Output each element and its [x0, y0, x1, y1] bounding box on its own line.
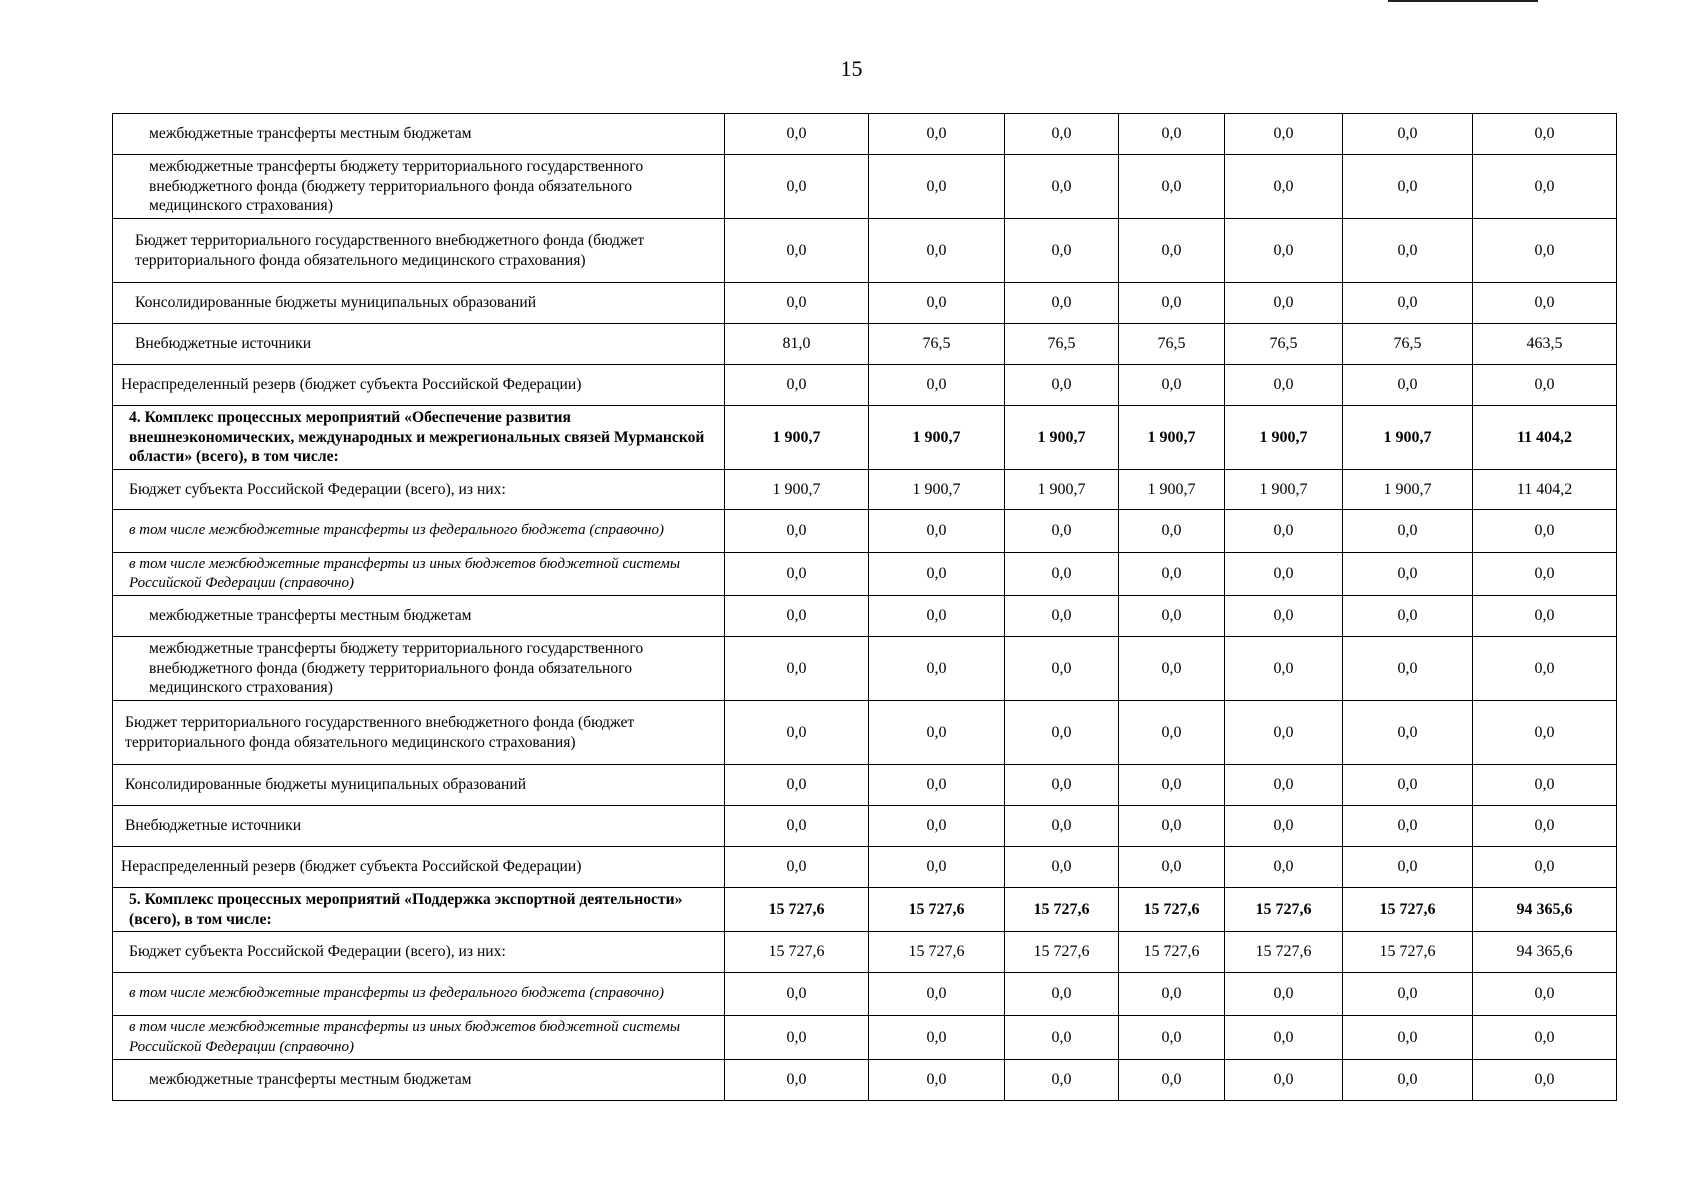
row-value: 0,0 [1225, 283, 1343, 324]
row-value: 1 900,7 [1343, 470, 1473, 510]
row-value: 15 727,6 [1005, 932, 1119, 973]
row-value: 0,0 [869, 510, 1005, 553]
row-value: 1 900,7 [1005, 406, 1119, 470]
page-number: 15 [840, 56, 863, 81]
row-value: 0,0 [1119, 155, 1225, 219]
row-value: 0,0 [1343, 510, 1473, 553]
row-value: 0,0 [1225, 847, 1343, 888]
row-value: 0,0 [1473, 155, 1617, 219]
row-value: 0,0 [725, 114, 869, 155]
row-value: 0,0 [1473, 847, 1617, 888]
row-value: 0,0 [1343, 114, 1473, 155]
row-value: 0,0 [1473, 283, 1617, 324]
row-label: Бюджет субъекта Российской Федерации (всего), из них: [113, 470, 725, 510]
row-value: 0,0 [869, 553, 1005, 596]
row-value: 76,5 [1225, 324, 1343, 365]
row-value: 0,0 [725, 973, 869, 1016]
row-label: 5. Комплекс процессных мероприятий «Поддержка экспортной деятельности» (всего), в том числе: [113, 888, 725, 932]
row-value: 1 900,7 [1005, 470, 1119, 510]
row-value: 0,0 [1473, 553, 1617, 596]
row-label: межбюджетные трансферты местным бюджетам [113, 114, 725, 155]
row-value: 0,0 [1343, 637, 1473, 701]
row-value: 0,0 [1343, 1016, 1473, 1060]
row-value: 0,0 [869, 1060, 1005, 1101]
table-body [113, 114, 1617, 1101]
row-value: 0,0 [1473, 596, 1617, 637]
row-value: 0,0 [1225, 765, 1343, 806]
row-value: 0,0 [1119, 701, 1225, 765]
row-value: 463,5 [1473, 324, 1617, 365]
row-label: 4. Комплекс процессных мероприятий «Обеспечение развития внешнеэкономических, международных и межрегиональных связей Мурманской области» (всего), в том числе: [113, 406, 725, 470]
row-value: 15 727,6 [1343, 888, 1473, 932]
row-value: 0,0 [725, 510, 869, 553]
row-value: 0,0 [725, 596, 869, 637]
row-value: 0,0 [1473, 701, 1617, 765]
row-value: 0,0 [1005, 365, 1119, 406]
row-value: 0,0 [1005, 973, 1119, 1016]
row-value: 0,0 [1343, 973, 1473, 1016]
row-value: 0,0 [869, 155, 1005, 219]
row-value: 1 900,7 [869, 406, 1005, 470]
row-value: 0,0 [869, 365, 1005, 406]
row-value: 94 365,6 [1473, 932, 1617, 973]
row-value: 0,0 [1343, 365, 1473, 406]
row-value: 76,5 [1119, 324, 1225, 365]
row-value: 0,0 [1343, 806, 1473, 847]
row-value: 0,0 [1343, 283, 1473, 324]
row-value: 0,0 [1225, 637, 1343, 701]
row-value: 0,0 [1225, 701, 1343, 765]
table-row [113, 847, 1617, 888]
row-value: 0,0 [1343, 701, 1473, 765]
row-label: межбюджетные трансферты местным бюджетам [113, 1060, 725, 1101]
row-value: 0,0 [1225, 1060, 1343, 1101]
row-value: 0,0 [869, 1016, 1005, 1060]
row-value: 0,0 [1473, 114, 1617, 155]
row-value: 0,0 [1119, 510, 1225, 553]
row-value: 0,0 [1005, 806, 1119, 847]
row-value: 0,0 [725, 701, 869, 765]
row-value: 0,0 [725, 365, 869, 406]
row-value: 0,0 [1119, 765, 1225, 806]
row-value: 0,0 [1005, 553, 1119, 596]
row-value: 0,0 [869, 847, 1005, 888]
row-value: 1 900,7 [1119, 406, 1225, 470]
row-value: 76,5 [869, 324, 1005, 365]
table-row [113, 219, 1617, 283]
row-value: 1 900,7 [725, 470, 869, 510]
table-row [113, 510, 1617, 553]
table-row [113, 765, 1617, 806]
row-value: 0,0 [1343, 847, 1473, 888]
row-value: 0,0 [869, 283, 1005, 324]
row-value: 15 727,6 [869, 888, 1005, 932]
row-value: 0,0 [1225, 155, 1343, 219]
row-value: 15 727,6 [1225, 932, 1343, 973]
row-value: 15 727,6 [1225, 888, 1343, 932]
row-label: Бюджет территориального государственного внебюджетного фонда (бюджет территориального фонда обязательного медицинского страхования) [113, 219, 725, 283]
table-row [113, 1060, 1617, 1101]
row-label: Консолидированные бюджеты муниципальных образований [113, 283, 725, 324]
row-value: 0,0 [725, 553, 869, 596]
row-value: 15 727,6 [869, 932, 1005, 973]
row-value: 0,0 [1119, 114, 1225, 155]
row-value: 0,0 [1005, 596, 1119, 637]
row-value: 0,0 [725, 219, 869, 283]
row-value: 0,0 [725, 1016, 869, 1060]
row-value: 0,0 [1343, 219, 1473, 283]
row-label: Внебюджетные источники [113, 806, 725, 847]
row-value: 0,0 [1119, 1016, 1225, 1060]
row-value: 0,0 [869, 701, 1005, 765]
row-value: 0,0 [1005, 701, 1119, 765]
row-value: 0,0 [1473, 1016, 1617, 1060]
row-value: 1 900,7 [1225, 470, 1343, 510]
row-value: 0,0 [1119, 637, 1225, 701]
table-row [113, 1016, 1617, 1060]
row-value: 0,0 [869, 219, 1005, 283]
row-value: 0,0 [725, 155, 869, 219]
row-value: 15 727,6 [725, 932, 869, 973]
row-label: межбюджетные трансферты бюджету территориального государственного внебюджетного фонда (бюджету территориального фонда обязательного медицинского страхования) [113, 155, 725, 219]
budget-table [112, 113, 1617, 1101]
row-label: Бюджет территориального государственного внебюджетного фонда (бюджет территориального фонда обязательного медицинского страхования) [113, 701, 725, 765]
row-value: 0,0 [1343, 553, 1473, 596]
row-label: Внебюджетные источники [113, 324, 725, 365]
row-value: 0,0 [1225, 596, 1343, 637]
table-row [113, 637, 1617, 701]
row-value: 15 727,6 [1005, 888, 1119, 932]
row-value: 0,0 [1225, 553, 1343, 596]
row-value: 0,0 [1005, 847, 1119, 888]
row-value: 0,0 [869, 637, 1005, 701]
row-value: 0,0 [1005, 219, 1119, 283]
row-value: 0,0 [1343, 155, 1473, 219]
row-value: 0,0 [1005, 1016, 1119, 1060]
row-value: 0,0 [1225, 114, 1343, 155]
row-value: 0,0 [1119, 973, 1225, 1016]
row-value: 0,0 [1005, 637, 1119, 701]
row-value: 0,0 [725, 806, 869, 847]
row-value: 1 900,7 [1343, 406, 1473, 470]
row-value: 0,0 [725, 637, 869, 701]
row-value: 0,0 [725, 283, 869, 324]
table-row [113, 932, 1617, 973]
row-value: 0,0 [1473, 806, 1617, 847]
row-value: 0,0 [725, 765, 869, 806]
row-label: в том числе межбюджетные трансферты из федерального бюджета (справочно) [113, 510, 725, 553]
row-value: 0,0 [1005, 765, 1119, 806]
row-value: 0,0 [869, 596, 1005, 637]
table-row [113, 553, 1617, 596]
row-value: 0,0 [1119, 283, 1225, 324]
row-value: 81,0 [725, 324, 869, 365]
table-row [113, 701, 1617, 765]
table-row [113, 114, 1617, 155]
row-value: 0,0 [1005, 1060, 1119, 1101]
row-value: 0,0 [1473, 973, 1617, 1016]
row-value: 0,0 [1225, 510, 1343, 553]
row-value: 94 365,6 [1473, 888, 1617, 932]
row-label: межбюджетные трансферты бюджету территориального государственного внебюджетного фонда (бюджету территориального фонда обязательного медицинского страхования) [113, 637, 725, 701]
row-value: 0,0 [869, 806, 1005, 847]
row-value: 0,0 [1119, 219, 1225, 283]
row-value: 1 900,7 [1225, 406, 1343, 470]
row-label: Бюджет субъекта Российской Федерации (всего), из них: [113, 932, 725, 973]
row-value: 11 404,2 [1473, 470, 1617, 510]
row-value: 1 900,7 [1119, 470, 1225, 510]
row-value: 0,0 [1473, 365, 1617, 406]
row-value: 0,0 [1005, 155, 1119, 219]
row-label: Нераспределенный резерв (бюджет субъекта Российской Федерации) [113, 365, 725, 406]
row-value: 11 404,2 [1473, 406, 1617, 470]
row-value: 0,0 [1119, 596, 1225, 637]
row-label: межбюджетные трансферты местным бюджетам [113, 596, 725, 637]
row-value: 0,0 [1473, 637, 1617, 701]
table-row [113, 973, 1617, 1016]
row-value: 0,0 [1473, 765, 1617, 806]
row-label: в том числе межбюджетные трансферты из иных бюджетов бюджетной системы Российской Федерации (справочно) [113, 1016, 725, 1060]
row-value: 0,0 [1343, 596, 1473, 637]
row-label: Консолидированные бюджеты муниципальных образований [113, 765, 725, 806]
row-value: 0,0 [1005, 114, 1119, 155]
row-value: 15 727,6 [1119, 888, 1225, 932]
row-value: 0,0 [1225, 806, 1343, 847]
row-value: 0,0 [1119, 553, 1225, 596]
table-row [113, 283, 1617, 324]
row-value: 0,0 [725, 847, 869, 888]
row-value: 0,0 [1473, 219, 1617, 283]
row-value: 0,0 [1225, 219, 1343, 283]
row-value: 0,0 [1473, 1060, 1617, 1101]
row-value: 0,0 [1225, 365, 1343, 406]
table-row [113, 406, 1617, 470]
table-row [113, 470, 1617, 510]
top-edge-line [1388, 0, 1538, 2]
row-value: 1 900,7 [725, 406, 869, 470]
row-value: 0,0 [1225, 973, 1343, 1016]
row-label: Нераспределенный резерв (бюджет субъекта Российской Федерации) [113, 847, 725, 888]
row-value: 0,0 [1119, 847, 1225, 888]
row-value: 0,0 [1343, 1060, 1473, 1101]
table-row [113, 596, 1617, 637]
row-value: 0,0 [869, 114, 1005, 155]
table-row [113, 888, 1617, 932]
row-value: 0,0 [1225, 1016, 1343, 1060]
row-value: 0,0 [725, 1060, 869, 1101]
table-row [113, 155, 1617, 219]
table-row [113, 365, 1617, 406]
row-value: 15 727,6 [725, 888, 869, 932]
row-label: в том числе межбюджетные трансферты из иных бюджетов бюджетной системы Российской Федерации (справочно) [113, 553, 725, 596]
row-value: 0,0 [1119, 365, 1225, 406]
row-value: 0,0 [1005, 510, 1119, 553]
row-value: 76,5 [1005, 324, 1119, 365]
table-row [113, 324, 1617, 365]
row-value: 15 727,6 [1343, 932, 1473, 973]
table-row [113, 806, 1617, 847]
row-label: в том числе межбюджетные трансферты из федерального бюджета (справочно) [113, 973, 725, 1016]
row-value: 0,0 [1005, 283, 1119, 324]
row-value: 15 727,6 [1119, 932, 1225, 973]
row-value: 0,0 [1119, 1060, 1225, 1101]
row-value: 1 900,7 [869, 470, 1005, 510]
row-value: 0,0 [1473, 510, 1617, 553]
row-value: 0,0 [869, 973, 1005, 1016]
row-value: 0,0 [1343, 765, 1473, 806]
row-value: 76,5 [1343, 324, 1473, 365]
row-value: 0,0 [1119, 806, 1225, 847]
row-value: 0,0 [869, 765, 1005, 806]
